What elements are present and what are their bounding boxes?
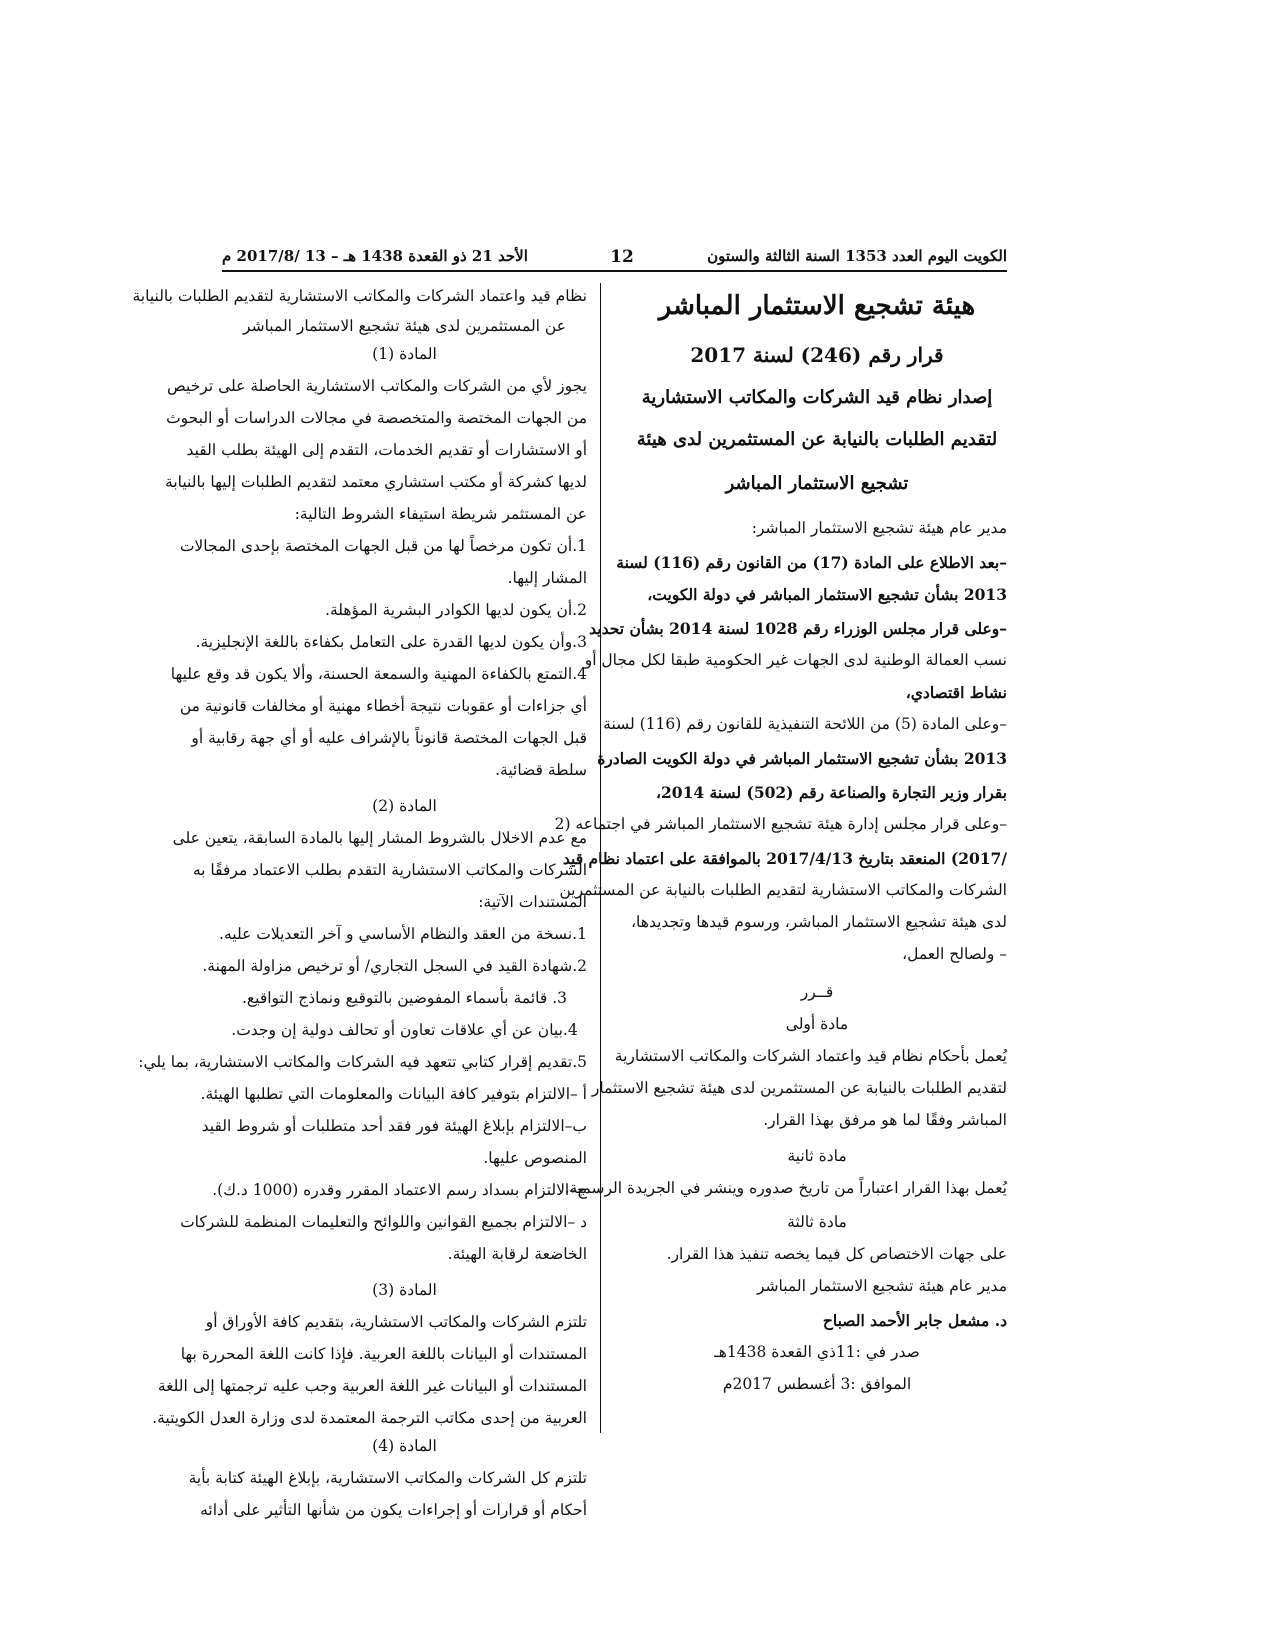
left_col-line: ب–الالتزام بإبلاغ الهيئة فور فقد أحد متطلبات أو شروط القيد <box>201 1117 587 1135</box>
right_col-line: –بعد الاطلاع على المادة (17) من القانون رقم (116) لسنة <box>616 553 1007 572</box>
left_col-line: 4.التمتع بالكفاءة المهنية والسمعة الحسنة، وألا يكون قد وقع عليها <box>170 665 587 683</box>
right_col-line: تشجيع الاستثمار المباشر <box>725 473 909 494</box>
left_col-line: مع عدم الاخلال بالشروط المشار إليها بالمادة السابقة، يتعين على <box>172 829 587 847</box>
right_col-line: هيئة تشجيع الاستثمار المباشر <box>658 291 976 321</box>
right_col-line: يُعمل بأحكام نظام قيد واعتماد الشركات والمكاتب الاستشارية <box>614 1047 1007 1065</box>
right_col-line: د. مشعل جابر الأحمد الصباح <box>822 1311 1007 1330</box>
right_col-line: المباشر وفقًا لما هو مرفق بهذا القرار. <box>763 1111 1007 1129</box>
left_col-line: المادة (1) <box>372 345 437 363</box>
right_col-line: /2017) المنعقد بتاريخ 2017/4/13 بالموافقة على اعتماد نظام قيد <box>562 849 1007 868</box>
left_col-line: المادة (4) <box>372 1437 437 1455</box>
right_col-line: – ولصالح العمل، <box>902 945 1007 963</box>
header-page-number: 12 <box>610 247 634 267</box>
right_col-line: 2013 بشأن تشجيع الاستثمار المباشر في دولة الكويت الصادرة <box>597 749 1007 768</box>
left_col-line: تلتزم كل الشركات والمكاتب الاستشارية، بإبلاغ الهيئة كتابة بأية <box>188 1469 587 1487</box>
right_col-line: قرار رقم (246) لسنة 2017 <box>690 343 944 367</box>
left_col-line: 1.نسخة من العقد والنظام الأساسي و آخر التعديلات عليه. <box>219 925 587 943</box>
right_col-line: إصدار نظام قيد الشركات والمكاتب الاستشارية <box>641 387 993 408</box>
left_col-line: المنصوص عليها. <box>483 1149 587 1167</box>
left_col-line: عن المستثمرين لدى هيئة تشجيع الاستثمار المباشر <box>243 317 566 335</box>
left_col-line: 3.وأن يكون لديها القدرة على التعامل بكفاءة باللغة الإنجليزية. <box>195 633 587 651</box>
right_col-line: مادة أولى <box>785 1015 849 1033</box>
right_col-line: لتقديم الطلبات بالنيابة عن المستثمرين لدى هيئة تشجيع الاستثمار <box>591 1079 1007 1097</box>
left_col-line: المستندات أو البيانات باللغة العربية. فإذا كانت اللغة المحررة بها <box>180 1345 587 1363</box>
page-header <box>222 245 1007 272</box>
header-issue: الكويت اليوم العدد 1353 السنة الثالثة والستون <box>707 247 1007 265</box>
left_col-line: 3. قائمة بأسماء المفوضين بالتوقيع ونماذج التواقيع. <box>241 989 567 1007</box>
left_col-line: الخاضعة لرقابة الهيئة. <box>447 1245 587 1263</box>
right_col-line: الموافق :3 أغسطس 2017م <box>722 1375 912 1393</box>
left_col-line: أ –الالتزام بتوفير كافة البيانات والمعلومات التي تطلبها الهيئة. <box>200 1085 587 1103</box>
left_col-line: قبل الجهات المختصة قانوناً بالإشراف عليه أو أي جهة رقابية أو <box>191 729 587 747</box>
right_col-line: لدى هيئة تشجيع الاستثمار المباشر، ورسوم قيدها وتجديدها، <box>631 913 1007 931</box>
right_col-line: نشاط اقتصادي، <box>905 683 1007 702</box>
left_col-line: أو الاستشارات أو تقديم الخدمات، التقدم إلى الهيئة بطلب القيد <box>186 441 587 459</box>
right_col-line: لتقديم الطلبات بالنيابة عن المستثمرين لدى هيئة <box>636 429 998 450</box>
right_col-line: –وعلى قرار مجلس إدارة هيئة تشجيع الاستثمار المباشر في اجتماعه (2 <box>554 815 1007 833</box>
left_col-line: نظام قيد واعتماد الشركات والمكاتب الاستشارية لتقديم الطلبات بالنيابة <box>132 287 587 305</box>
left_col-line: ج–الالتزام بسداد رسم الاعتماد المقرر وقدره (1000 د.ك). <box>212 1181 587 1199</box>
left_col-line: 2.أن يكون لديها الكوادر البشرية المؤهلة. <box>325 601 587 619</box>
right_col-line: –وعلى قرار مجلس الوزراء رقم 1028 لسنة 2014 بشأن تحديد <box>589 619 1007 638</box>
left_col-line: سلطة قضائية. <box>495 761 587 779</box>
left_col-line: المستندات أو البيانات غير اللغة العربية وجب عليه ترجمتها إلى اللغة <box>157 1377 587 1395</box>
left_col-line: أحكام أو قرارات أو إجراءات يكون من شأنها التأثير على أدائه <box>200 1501 587 1519</box>
left_col-line: عن المستثمر شريطة استيفاء الشروط التالية: <box>294 505 587 523</box>
left_col-line: لديها كشركة أو مكتب استشاري معتمد لتقديم الطلبات إليها بالنيابة <box>165 473 587 491</box>
right_col-line: مادة ثانية <box>787 1147 847 1165</box>
right_col-line: على جهات الاختصاص كل فيما يخصه تنفيذ هذا القرار. <box>666 1245 1007 1263</box>
gazette-page <box>132 245 1007 1519</box>
left_col-line: 2.شهادة القيد في السجل التجاري/ أو ترخيص مزاولة المهنة. <box>202 957 587 975</box>
right_col-line: يُعمل بهذا القرار اعتباراً من تاريخ صدوره وينشر في الجريدة الرسمية. <box>564 1179 1007 1197</box>
right_col-line: –وعلى المادة (5) من اللائحة التنفيذية للقانون رقم (116) لسنة <box>603 715 1007 733</box>
left_col-line: من الجهات المختصة والمتخصصة في مجالات الدراسات أو البحوث <box>166 409 587 427</box>
right_col-line: صدر في :11ذي القعدة 1438هـ <box>714 1343 920 1361</box>
left_col-line: 5.تقديم إقرار كتابي تتعهد فيه الشركات والمكاتب الاستشارية، بما يلي: <box>138 1053 587 1071</box>
left_col-line: د –الالتزام بجميع القوانين واللوائح والتعليمات المنظمة للشركات <box>180 1213 587 1231</box>
left_col-line: المستندات الآتية: <box>478 893 587 911</box>
left_col-line: العربية من إحدى مكاتب الترجمة المعتمدة لدى وزارة العدل الكويتية. <box>152 1409 587 1427</box>
right_col-line: مادة ثالثة <box>787 1213 847 1231</box>
left_col-line: المادة (3) <box>372 1281 437 1299</box>
right_col-line: 2013 بشأن تشجيع الاستثمار المباشر في دولة الكويت، <box>647 585 1007 604</box>
header-date: الأحد 21 ذو القعدة 1438 هـ – 13 /2017/8 م <box>222 247 528 265</box>
left_col-line: 4.بيان عن أي علاقات تعاون أو تحالف دولية إن وجدت. <box>231 1021 578 1039</box>
left_col-line: الشركات والمكاتب الاستشارية التقدم بطلب الاعتماد مرفقًا به <box>192 861 587 879</box>
right_col-line: قــرر <box>800 983 834 1001</box>
right_col-line: بقرار وزير التجارة والصناعة رقم (502) لسنة 2014، <box>655 783 1007 802</box>
left_col-line: تلتزم الشركات والمكاتب الاستشارية، بتقديم كافة الأوراق أو <box>205 1313 587 1331</box>
right_col-line: نسب العمالة الوطنية لدى الجهات غير الحكومية طبقا لكل مجال أو <box>584 651 1007 669</box>
right_col-line: مدير عام هيئة تشجيع الاستثمار المباشر: <box>751 519 1007 537</box>
left_col-line: يجوز لأي من الشركات والمكاتب الاستشارية الحاصلة على ترخيص <box>167 377 587 395</box>
right_col-line: مدير عام هيئة تشجيع الاستثمار المباشر <box>756 1277 1007 1295</box>
left_col-line: 1.أن تكون مرخصاً لها من قبل الجهات المختصة بإحدى المجالات <box>179 537 587 555</box>
left_col-line: المشار إليها. <box>507 569 587 587</box>
left_col-line: أي جزاءات أو عقوبات نتيجة أخطاء مهنية أو مخالفات قانونية من <box>179 697 587 715</box>
right_col-line: الشركات والمكاتب الاستشارية لتقديم الطلبات بالنيابة عن المستثمرين <box>559 881 1007 899</box>
left_col-line: المادة (2) <box>372 797 437 815</box>
